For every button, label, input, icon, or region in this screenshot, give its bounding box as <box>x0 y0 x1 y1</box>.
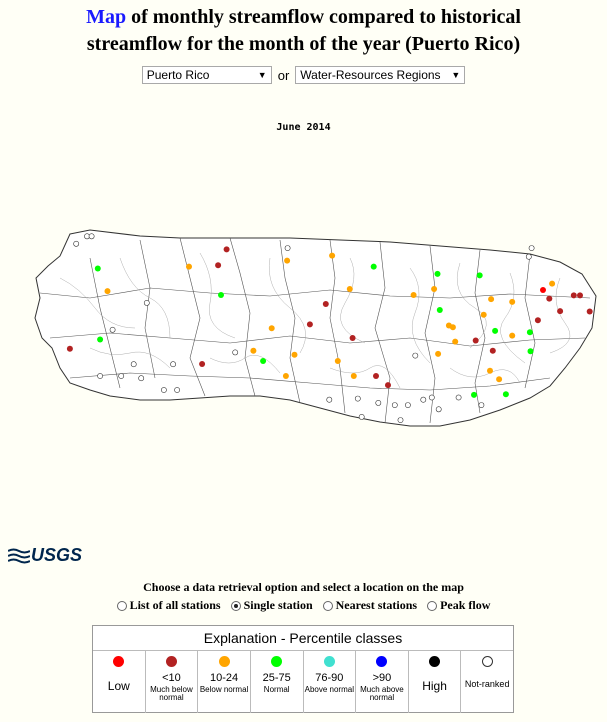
station-marker-below[interactable] <box>487 368 493 374</box>
legend-class-notranked <box>461 651 513 713</box>
retrieval-prompt: Choose a data retrieval option and select a location on the map <box>143 580 464 594</box>
chevron-down-icon: ▼ <box>257 70 267 80</box>
station-marker-muchbelow[interactable] <box>535 317 541 323</box>
legend-dot-icon <box>429 656 440 667</box>
station-marker-below[interactable] <box>250 348 256 354</box>
station-marker-normal[interactable] <box>371 264 377 270</box>
station-marker-muchbelow[interactable] <box>571 292 577 298</box>
station-marker-muchbelow[interactable] <box>199 361 205 367</box>
station-marker-normal[interactable] <box>97 337 103 343</box>
station-marker-muchbelow[interactable] <box>373 373 379 379</box>
legend-class-muchbelow <box>146 651 199 713</box>
legend-dot-icon <box>166 656 177 667</box>
station-marker-normal[interactable] <box>503 391 509 397</box>
station-marker-muchbelow[interactable] <box>557 308 563 314</box>
or-label: or <box>277 67 290 83</box>
station-marker-below[interactable] <box>509 299 515 305</box>
page-title <box>0 4 607 58</box>
station-marker-below[interactable] <box>186 264 192 270</box>
legend-class-description: Much above normal <box>360 685 404 702</box>
station-marker-muchbelow[interactable] <box>385 382 391 388</box>
station-marker-muchbelow[interactable] <box>546 296 552 302</box>
legend-dot-icon <box>376 656 387 667</box>
station-marker-notranked[interactable] <box>479 403 484 408</box>
station-marker-muchbelow[interactable] <box>490 348 496 354</box>
legend-class-below <box>198 651 251 713</box>
station-marker-notranked[interactable] <box>161 387 166 392</box>
chevron-down-icon: ▼ <box>451 70 461 80</box>
usgs-wave-icon <box>8 548 30 564</box>
radio-button[interactable] <box>323 601 333 611</box>
retrieval-option[interactable] <box>427 598 490 613</box>
station-marker-notranked[interactable] <box>98 373 103 378</box>
legend-class-description: Above normal <box>304 685 354 694</box>
station-marker-below[interactable] <box>292 352 298 358</box>
legend-class-label: <10 <box>162 672 181 684</box>
station-marker-normal[interactable] <box>528 348 534 354</box>
state-select[interactable] <box>142 66 272 84</box>
legend-class-description: Normal <box>263 685 290 694</box>
retrieval-option[interactable] <box>323 598 417 613</box>
station-marker-below[interactable] <box>496 376 502 382</box>
station-marker-normal[interactable] <box>492 328 498 334</box>
station-marker-notranked[interactable] <box>139 376 144 381</box>
station-marker-notranked[interactable] <box>526 254 531 259</box>
station-marker-muchbelow[interactable] <box>307 321 313 327</box>
station-marker-muchbelow[interactable] <box>67 346 73 352</box>
region-select-value: Water-Resources Regions <box>300 68 441 82</box>
station-marker-notranked[interactable] <box>110 327 115 332</box>
legend-class-normal <box>251 651 304 713</box>
station-marker-below[interactable] <box>488 296 494 302</box>
station-marker-below[interactable] <box>431 286 437 292</box>
station-marker-notranked[interactable] <box>327 397 332 402</box>
station-marker-muchbelow[interactable] <box>473 338 479 344</box>
retrieval-option-label: Peak flow <box>440 598 491 612</box>
station-marker-muchbelow[interactable] <box>577 292 583 298</box>
station-marker-notranked[interactable] <box>398 418 403 423</box>
station-marker-notranked[interactable] <box>405 403 410 408</box>
station-marker-normal[interactable] <box>477 272 483 278</box>
retrieval-options <box>0 598 607 613</box>
retrieval-option-label: Nearest stations <box>335 598 418 612</box>
retrieval-option-label: Single station <box>243 598 313 612</box>
legend-class-label: 25-75 <box>262 672 291 684</box>
station-marker-below[interactable] <box>105 288 111 294</box>
station-marker-notranked[interactable] <box>359 414 364 419</box>
station-marker-notranked[interactable] <box>456 395 461 400</box>
retrieval-option[interactable] <box>231 598 313 613</box>
legend-dot-icon <box>219 656 230 667</box>
legend-class-description: Much below normal <box>150 685 193 702</box>
legend-class-muchabove <box>356 651 409 713</box>
station-marker-muchbelow[interactable] <box>224 246 230 252</box>
legend-dot-icon <box>271 656 282 667</box>
radio-button[interactable] <box>117 601 127 611</box>
title-map-word: Map <box>86 6 127 28</box>
legend-class-description: Below normal <box>199 685 249 694</box>
legend-title: Explanation - Percentile classes <box>93 626 513 651</box>
station-marker-notranked[interactable] <box>285 246 290 251</box>
station-marker-below[interactable] <box>452 339 458 345</box>
station-marker-normal[interactable] <box>435 271 441 277</box>
puerto-rico-map[interactable] <box>30 218 600 433</box>
station-marker-below[interactable] <box>329 253 335 259</box>
station-marker-notranked[interactable] <box>376 400 381 405</box>
station-marker-normal[interactable] <box>471 392 477 398</box>
station-marker-muchbelow[interactable] <box>323 301 329 307</box>
percentile-legend <box>92 625 514 713</box>
station-marker-below[interactable] <box>269 325 275 331</box>
legend-dot-icon <box>482 656 493 667</box>
radio-button[interactable] <box>231 601 241 611</box>
station-marker-normal[interactable] <box>260 358 266 364</box>
station-marker-below[interactable] <box>284 258 290 264</box>
station-marker-notranked[interactable] <box>74 241 79 246</box>
station-marker-low[interactable] <box>540 287 546 293</box>
title-line1-rest: of monthly streamflow compared to historical <box>126 6 521 28</box>
station-marker-muchbelow[interactable] <box>587 309 593 315</box>
legend-dot-icon <box>324 656 335 667</box>
legend-class-label: 10-24 <box>209 672 239 684</box>
station-marker-normal[interactable] <box>95 266 101 272</box>
station-marker-notranked[interactable] <box>421 397 426 402</box>
legend-class-above <box>304 651 357 713</box>
station-marker-below[interactable] <box>347 286 353 292</box>
station-marker-notranked[interactable] <box>119 373 124 378</box>
station-marker-notranked[interactable] <box>233 350 238 355</box>
legend-dot-icon <box>113 656 124 667</box>
station-marker-muchbelow[interactable] <box>215 262 221 268</box>
station-marker-normal[interactable] <box>218 292 224 298</box>
station-marker-normal[interactable] <box>437 307 443 313</box>
station-marker-below[interactable] <box>509 333 515 339</box>
legend-classes <box>93 651 513 713</box>
streamflow-map[interactable] <box>30 218 600 433</box>
station-marker-notranked[interactable] <box>529 246 534 251</box>
legend-class-label: Low <box>107 679 130 693</box>
station-marker-below[interactable] <box>450 324 456 330</box>
title-line2: streamflow for the month of the year (Puerto Rico) <box>86 33 521 55</box>
station-marker-notranked[interactable] <box>131 362 136 367</box>
legend-class-label: 76-90 <box>315 672 344 684</box>
station-marker-notranked[interactable] <box>413 353 418 358</box>
station-marker-notranked[interactable] <box>392 403 397 408</box>
station-marker-below[interactable] <box>435 351 441 357</box>
station-marker-below[interactable] <box>283 373 289 379</box>
retrieval-option[interactable] <box>117 598 221 613</box>
station-marker-muchbelow[interactable] <box>350 335 356 341</box>
location-selectors <box>0 66 607 84</box>
state-select-value: Puerto Rico <box>146 68 210 82</box>
station-marker-notranked[interactable] <box>436 407 441 412</box>
legend-class-label: High <box>422 679 447 693</box>
station-marker-notranked[interactable] <box>429 395 434 400</box>
station-marker-below[interactable] <box>351 373 357 379</box>
retrieval-option-label: List of all stations <box>129 598 221 612</box>
station-marker-below[interactable] <box>481 312 487 318</box>
region-select[interactable] <box>295 66 465 84</box>
legend-class-low <box>93 651 146 713</box>
usgs-logo[interactable] <box>8 545 82 566</box>
station-marker-notranked[interactable] <box>89 234 94 239</box>
station-marker-notranked[interactable] <box>175 387 180 392</box>
legend-class-label: Not-ranked <box>464 679 510 689</box>
legend-class-label: >90 <box>372 672 392 684</box>
station-marker-below[interactable] <box>411 292 417 298</box>
map-period: June 2014 <box>276 122 331 133</box>
usgs-logo-text: USGS <box>31 545 83 565</box>
radio-button[interactable] <box>427 601 437 611</box>
station-marker-notranked[interactable] <box>171 362 176 367</box>
station-marker-normal[interactable] <box>527 329 533 335</box>
legend-class-high <box>409 651 462 713</box>
station-marker-notranked[interactable] <box>355 396 360 401</box>
island-outline <box>35 230 596 426</box>
station-marker-below[interactable] <box>549 281 555 287</box>
station-marker-below[interactable] <box>335 358 341 364</box>
station-marker-notranked[interactable] <box>144 300 149 305</box>
